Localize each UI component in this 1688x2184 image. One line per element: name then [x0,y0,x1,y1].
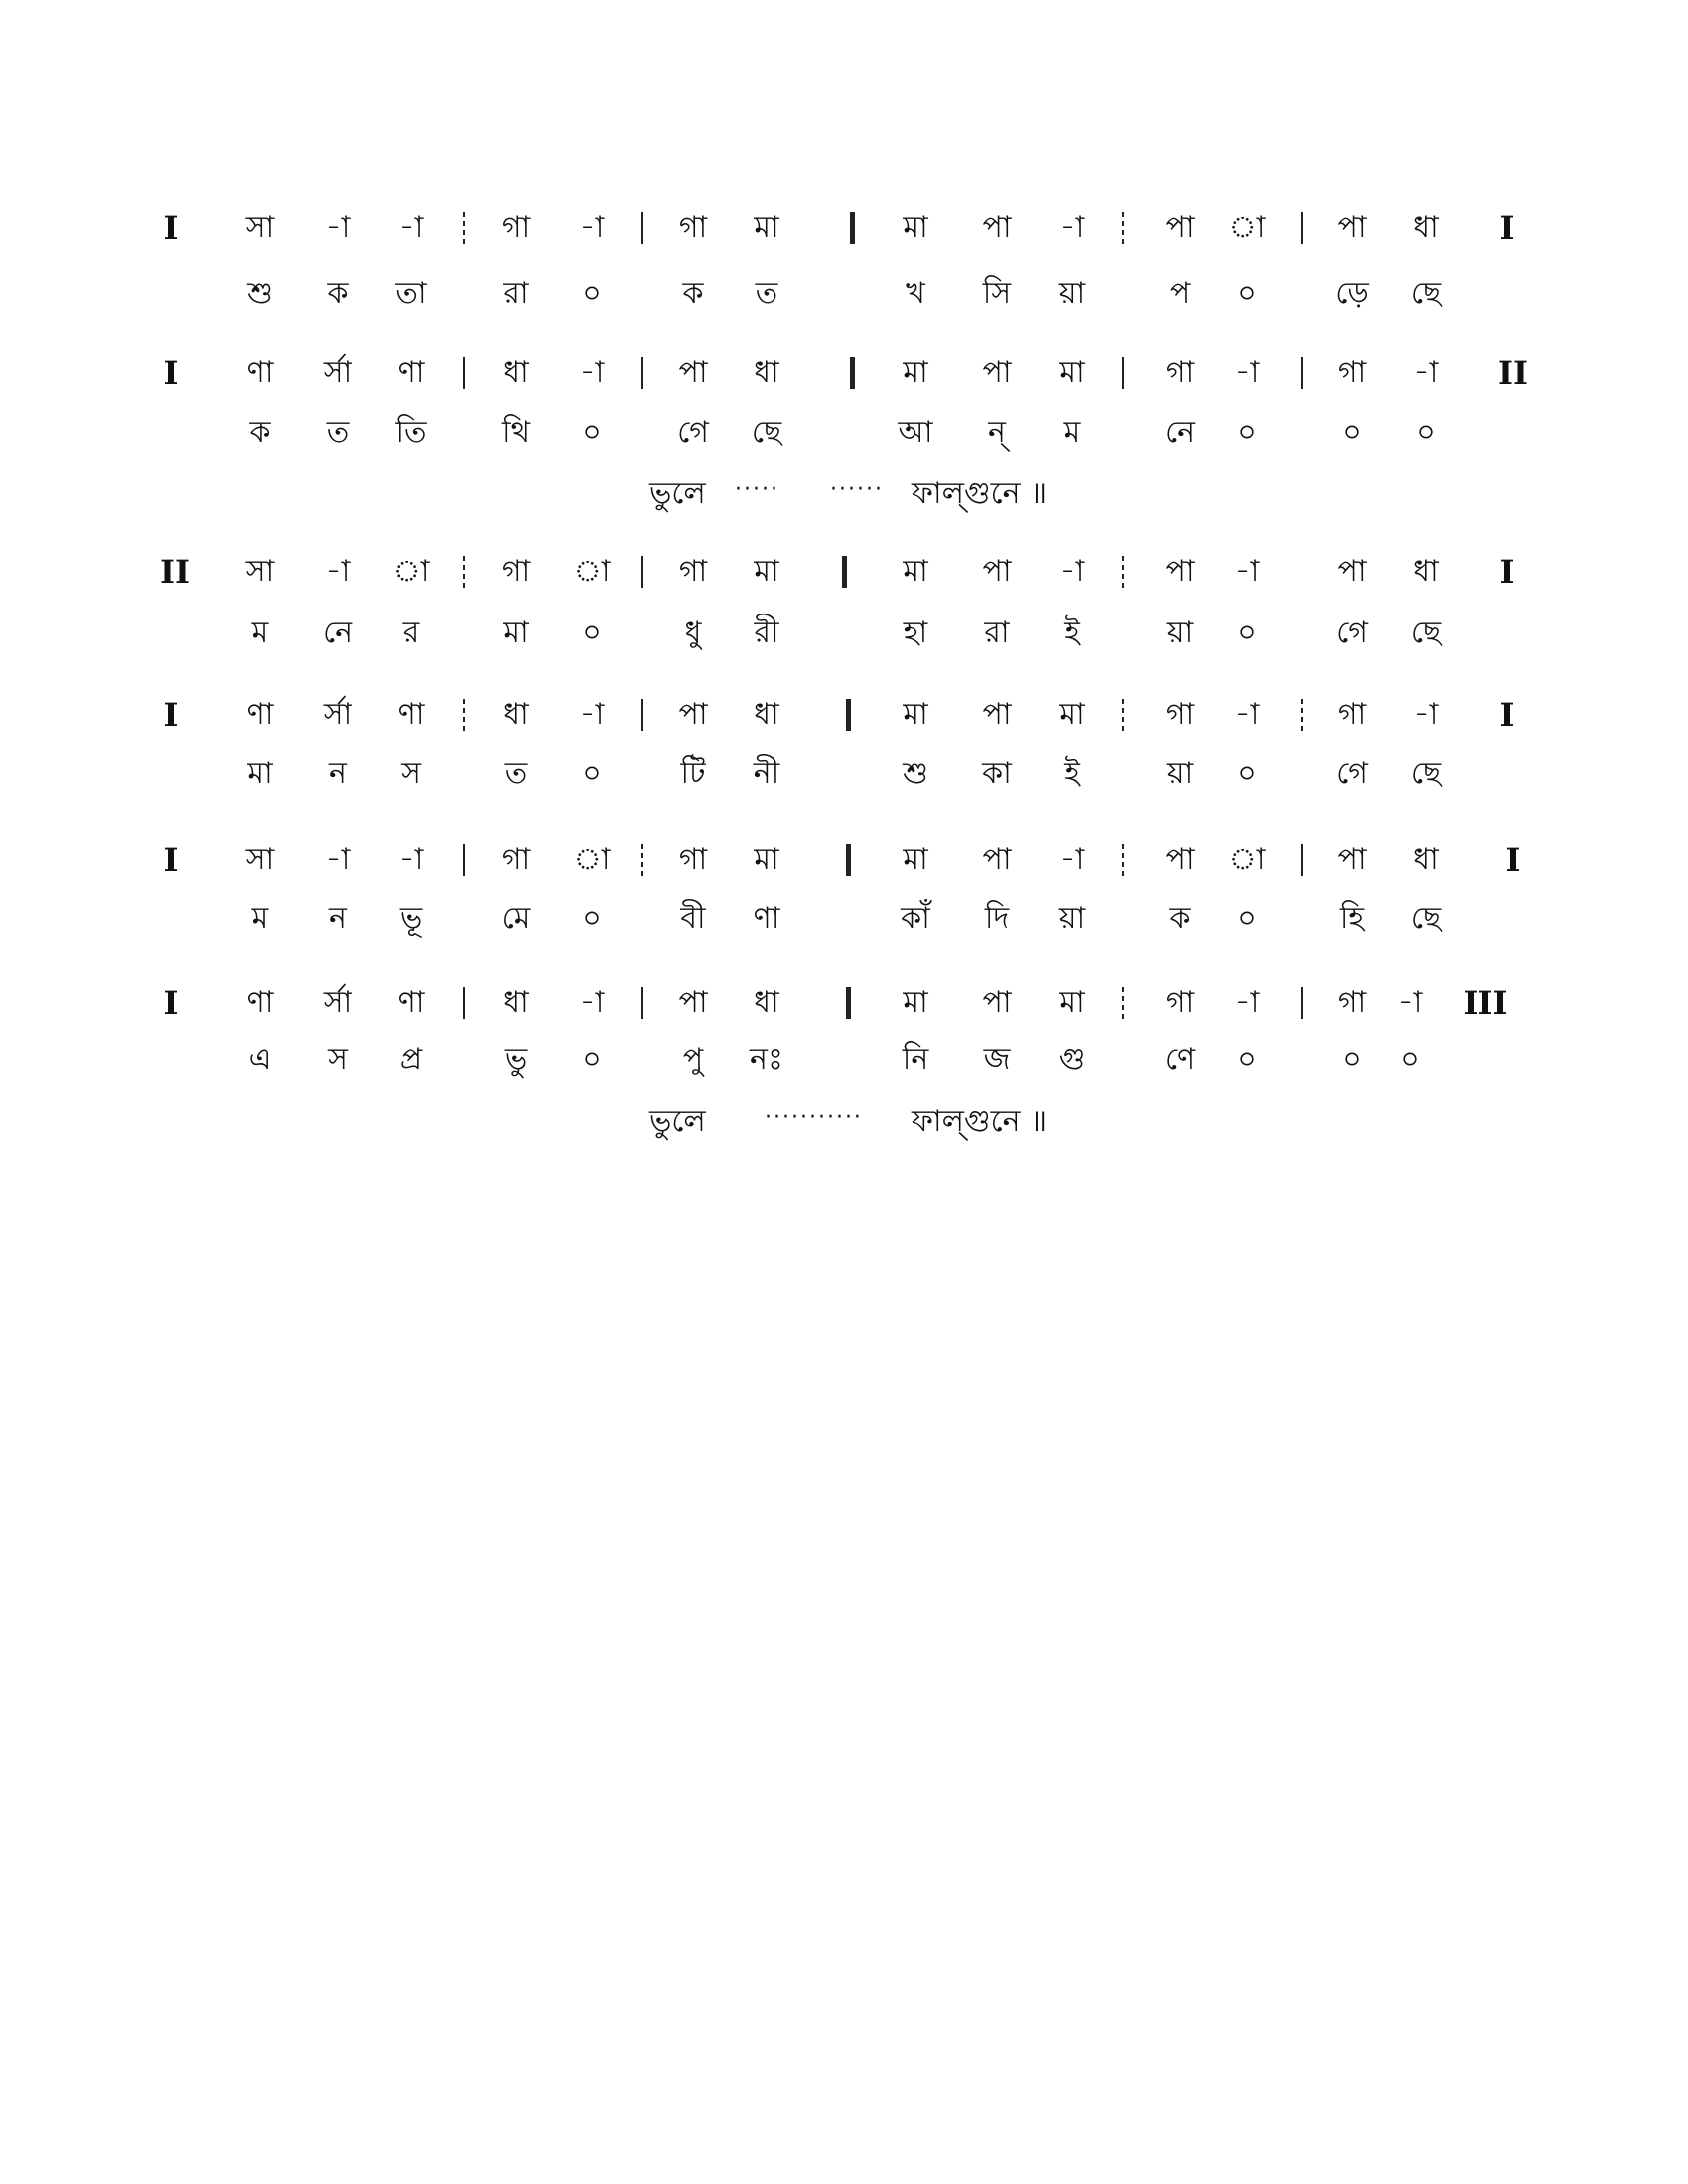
note: া [1228,842,1266,877]
note: পা [982,210,1012,245]
note: মা [903,210,928,245]
syllable: ০ [582,901,602,936]
note: মা [754,210,779,245]
beat-divider [1301,987,1303,1019]
notation-row-3 [0,548,1688,596]
syllable: ই [1064,615,1080,650]
note: ণা [397,355,425,390]
refrain-dots: ······ [830,478,884,502]
syllable: ০ [1400,1042,1420,1077]
note: মা [1059,697,1085,732]
note: ধা [1413,554,1439,589]
note: -া [579,697,605,732]
syllable: তা [395,276,427,311]
refrain-end: ফাল্গুনে ॥ [912,1104,1048,1139]
syllable: ০ [1342,415,1362,450]
syllable: খ [906,276,925,311]
syllable: গু [1058,1042,1086,1077]
note: পা [1337,842,1367,877]
syllable: গে [1336,756,1368,791]
syllable: তি [395,415,427,450]
note: র্সা [323,697,352,732]
syllable: মে [501,901,531,936]
note: মা [903,842,928,877]
syllable: ড়ে [1336,276,1369,311]
note: -া [1234,985,1260,1020]
syllable: ন্ [988,415,1006,450]
beat-divider [641,987,643,1019]
beat-divider [1122,844,1124,876]
syllable: মা [247,756,273,791]
end-bar-marker: I [1499,209,1515,247]
syllable: ম [1063,415,1081,450]
lyric-row-5 [0,895,1688,943]
notation-row-6 [0,979,1688,1026]
syllable: কা [982,756,1012,791]
beat-divider [463,987,465,1019]
beat-divider [463,357,465,389]
note: ধা [754,697,779,732]
note: পা [678,985,708,1020]
syllable: মা [503,615,529,650]
beat-divider [1122,212,1124,244]
note: -া [1413,697,1439,732]
refrain-line-1 [0,471,1688,518]
note: -া [325,554,351,589]
syllable: য়া [1058,276,1086,311]
note: গা [1165,355,1195,390]
syllable: ন [329,901,347,936]
syllable: দি [984,901,1010,936]
beat-divider [463,212,465,244]
note: পা [1337,210,1367,245]
bar-line [850,357,855,389]
lyric-row-3 [0,610,1688,657]
syllable: ত [755,276,778,311]
refrain-end: ফাল্গুনে ॥ [912,477,1048,511]
note: -া [398,210,424,245]
syllable: ০ [582,1042,602,1077]
note: া [1228,210,1266,245]
note: পা [982,554,1012,589]
beat-divider [641,556,643,588]
refrain-line-2 [0,1098,1688,1146]
syllable: স [401,756,421,791]
note: গা [501,842,531,877]
start-bar-marker: I [163,841,179,879]
syllable: হি [1339,901,1365,936]
note: -া [1397,985,1423,1020]
start-bar-marker: I [163,696,179,734]
beat-divider [463,844,465,876]
syllable: প [1169,276,1191,311]
note: গা [678,842,708,877]
beat-divider [1301,844,1303,876]
syllable: নি [902,1042,929,1077]
syllable: ণা [753,901,780,936]
note: -া [1059,554,1085,589]
note: পা [1165,554,1195,589]
note: পা [1165,210,1195,245]
note: ণা [246,355,274,390]
syllable: রা [984,615,1010,650]
syllable: ০ [1237,1042,1257,1077]
note: গা [678,210,708,245]
note: ধা [503,985,529,1020]
beat-divider [1122,987,1124,1019]
syllable: রী [754,615,779,650]
syllable: ছে [1410,756,1442,791]
note: -া [1059,842,1085,877]
note: ণা [397,697,425,732]
syllable: কাঁ [901,901,930,936]
note: গা [1165,985,1195,1020]
note: পা [678,355,708,390]
note: পা [982,355,1012,390]
syllable: এ [248,1042,272,1077]
note: মা [903,697,928,732]
syllable: ক [327,276,349,311]
note: -া [579,210,605,245]
syllable: র [402,615,420,650]
start-bar-marker: I [163,209,179,247]
syllable: ০ [1237,276,1257,311]
note: মা [1059,355,1085,390]
bar-line [846,987,851,1019]
syllable: ০ [1237,415,1257,450]
note: -া [325,842,351,877]
note: ধা [503,697,529,732]
note: -া [1413,355,1439,390]
syllable: নে [322,615,353,650]
note: মা [903,985,928,1020]
syllable: ক [682,276,704,311]
end-bar-marker: II [1498,354,1528,392]
note: গা [1337,697,1367,732]
lyric-row-1 [0,270,1688,318]
note: পা [1165,842,1195,877]
note: গা [501,210,531,245]
note: গা [1337,355,1367,390]
note: া [392,554,430,589]
syllable: ছে [751,415,782,450]
syllable: য়া [1166,756,1194,791]
syllable: ০ [1237,615,1257,650]
notation-row-2 [0,349,1688,397]
note: -া [1234,697,1260,732]
syllable: ছে [1410,901,1442,936]
note: গা [1165,697,1195,732]
note: গা [1337,985,1367,1020]
beat-divider [641,357,643,389]
note: গা [501,554,531,589]
note: া [573,554,611,589]
end-bar-marker: I [1505,841,1521,879]
syllable: ভু [504,1042,528,1077]
syllable: জ [983,1042,1011,1077]
beat-divider [641,844,643,876]
note: মা [754,554,779,589]
syllable: টি [680,756,706,791]
syllable: হা [903,615,928,650]
syllable: নঃ [750,1042,783,1077]
note: মা [903,355,928,390]
note: া [573,842,611,877]
syllable: থি [501,415,531,450]
syllable: গে [677,415,709,450]
syllable: পু [682,1042,704,1077]
syllable: ০ [582,276,602,311]
note: ণা [246,697,274,732]
note: ধা [754,355,779,390]
beat-divider [1301,357,1303,389]
syllable: ছে [1410,276,1442,311]
syllable: ই [1064,756,1080,791]
note: পা [982,842,1012,877]
syllable: ণে [1164,1042,1196,1077]
syllable: শু [247,276,273,311]
syllable: ক [249,415,271,450]
refrain-dots: ··········· [765,1105,863,1130]
syllable: ন [329,756,347,791]
note: -া [325,210,351,245]
syllable: শু [903,756,928,791]
note: -া [579,355,605,390]
end-bar-marker: III [1463,984,1508,1022]
note: সা [245,554,275,589]
syllable: য়া [1166,615,1194,650]
beat-divider [1122,357,1124,389]
syllable: য়া [1058,901,1086,936]
notation-row-5 [0,836,1688,884]
note: ণা [397,985,425,1020]
bar-line [846,844,851,876]
note: ধা [754,985,779,1020]
bar-line [850,212,855,244]
end-bar-marker: I [1499,696,1515,734]
note: র্সা [323,985,352,1020]
note: সা [245,842,275,877]
syllable: সি [982,276,1012,311]
note: ধা [1413,210,1439,245]
refrain-start: ভুলে [649,1104,706,1139]
beat-divider [1122,699,1124,731]
start-bar-marker: II [160,553,190,591]
note: -া [1234,355,1260,390]
syllable: আ [898,415,933,450]
note: পা [982,985,1012,1020]
syllable: ম [251,901,269,936]
bar-line [846,699,851,731]
syllable: রা [503,276,529,311]
beat-divider [1301,699,1303,731]
bar-line [842,556,847,588]
lyric-row-6 [0,1036,1688,1084]
note: সা [245,210,275,245]
start-bar-marker: I [163,354,179,392]
start-bar-marker: I [163,984,179,1022]
note: ধা [1413,842,1439,877]
syllable: ০ [1237,756,1257,791]
beat-divider [641,699,643,731]
note: গা [678,554,708,589]
syllable: ভূ [399,901,423,936]
lyric-row-2 [0,409,1688,457]
syllable: ছে [1410,615,1442,650]
note: -া [1059,210,1085,245]
note: -া [579,985,605,1020]
notation-row-4 [0,691,1688,739]
syllable: প্র [399,1042,423,1077]
syllable: বী [680,901,706,936]
syllable: ধু [684,615,702,650]
syllable: ০ [582,756,602,791]
beat-divider [463,699,465,731]
refrain-start: ভুলে [649,477,706,511]
note: পা [678,697,708,732]
syllable: নে [1164,415,1196,450]
syllable: স [328,1042,348,1077]
note: মা [1059,985,1085,1020]
note: মা [754,842,779,877]
syllable: ০ [1416,415,1436,450]
beat-divider [463,556,465,588]
syllable: ০ [582,615,602,650]
end-bar-marker: I [1499,553,1515,591]
note: -া [1234,554,1260,589]
syllable: ক [1169,901,1191,936]
note: পা [982,697,1012,732]
syllable: ম [251,615,269,650]
lyric-row-4 [0,751,1688,798]
note: র্সা [323,355,352,390]
note: মা [903,554,928,589]
syllable: ত [326,415,350,450]
syllable: ত [504,756,528,791]
notation-row-1 [0,205,1688,252]
syllable: নী [753,756,780,791]
note: ণা [246,985,274,1020]
syllable: ০ [582,415,602,450]
syllable: গে [1336,615,1368,650]
refrain-dots: ····· [735,478,779,502]
syllable: ০ [1342,1042,1362,1077]
beat-divider [1301,212,1303,244]
beat-divider [1122,556,1124,588]
note: ধা [503,355,529,390]
syllable: ০ [1237,901,1257,936]
note: পা [1337,554,1367,589]
note: -া [398,842,424,877]
beat-divider [641,212,643,244]
